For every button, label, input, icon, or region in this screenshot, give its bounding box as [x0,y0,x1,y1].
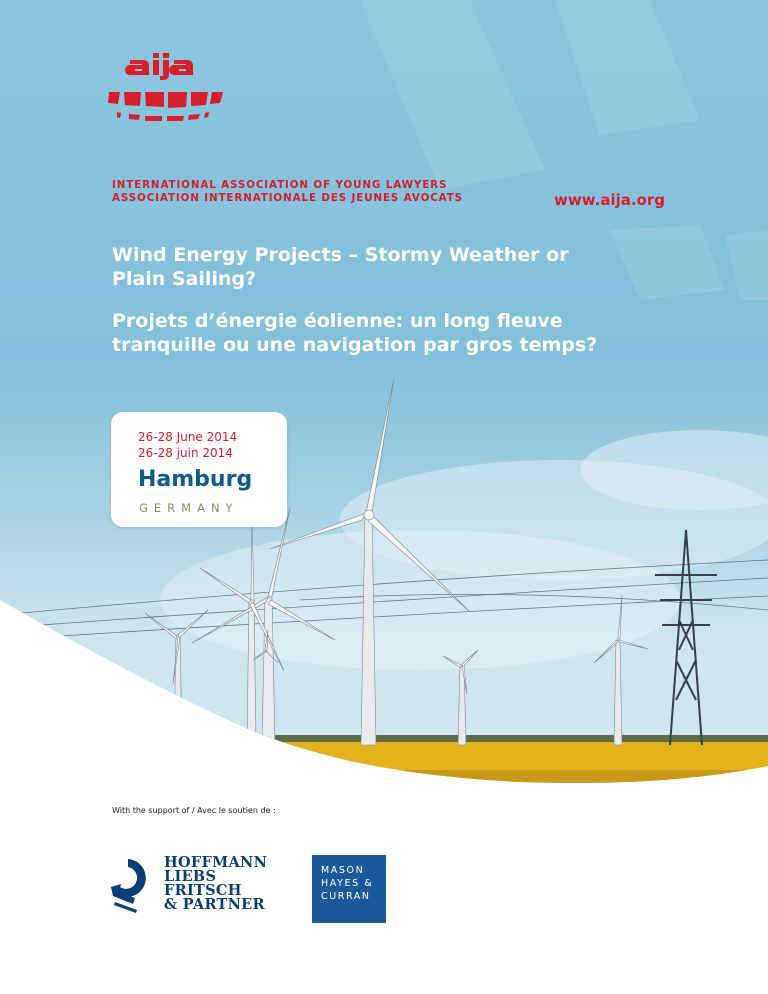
title-french-line1: Projets d’énergie éolienne: un long fleuve [112,310,563,332]
support-label: With the support of / Avec le soutien de : [112,806,276,815]
mason-hayes-curran-logo [312,855,386,923]
sponsor1-line1: HOFFMANN [164,854,268,871]
title-english-line1: Wind Energy Projects – Stormy Weather or [112,244,569,266]
sponsor1-line3: FRITSCH [164,882,242,899]
event-date-fr: 26-28 juin 2014 [138,446,233,460]
title-english-line2: Plain Sailing? [112,268,257,290]
sponsor2-line1: MASON [321,865,365,876]
event-info-card [111,412,287,527]
sponsor2-line2: HAYES & [321,878,374,889]
website-link[interactable]: www.aija.org [554,191,665,209]
title-french [112,309,672,357]
sponsor2-line3: CURRAN [321,891,371,902]
hoffmann-liebs-logo-mark [107,857,149,913]
event-city: Hamburg [138,467,253,492]
sponsor1-line4: & PARTNER [164,896,265,913]
aija-logo [104,50,234,134]
event-date-en: 26-28 June 2014 [138,430,238,444]
event-country: GERMANY [139,501,239,515]
title-french-line2: tranquille ou une navigation par gros temps? [112,334,598,356]
event-dates [138,429,237,461]
sponsor1-line2: LIEBS [164,868,217,885]
association-name-fr: ASSOCIATION INTERNATIONALE DES JEUNES AVOCATS [112,192,463,204]
title-english [112,243,632,291]
association-name-en: INTERNATIONAL ASSOCIATION OF YOUNG LAWYERS [112,179,448,191]
hoffmann-liebs-logo-text [164,856,267,912]
association-name [112,179,463,205]
